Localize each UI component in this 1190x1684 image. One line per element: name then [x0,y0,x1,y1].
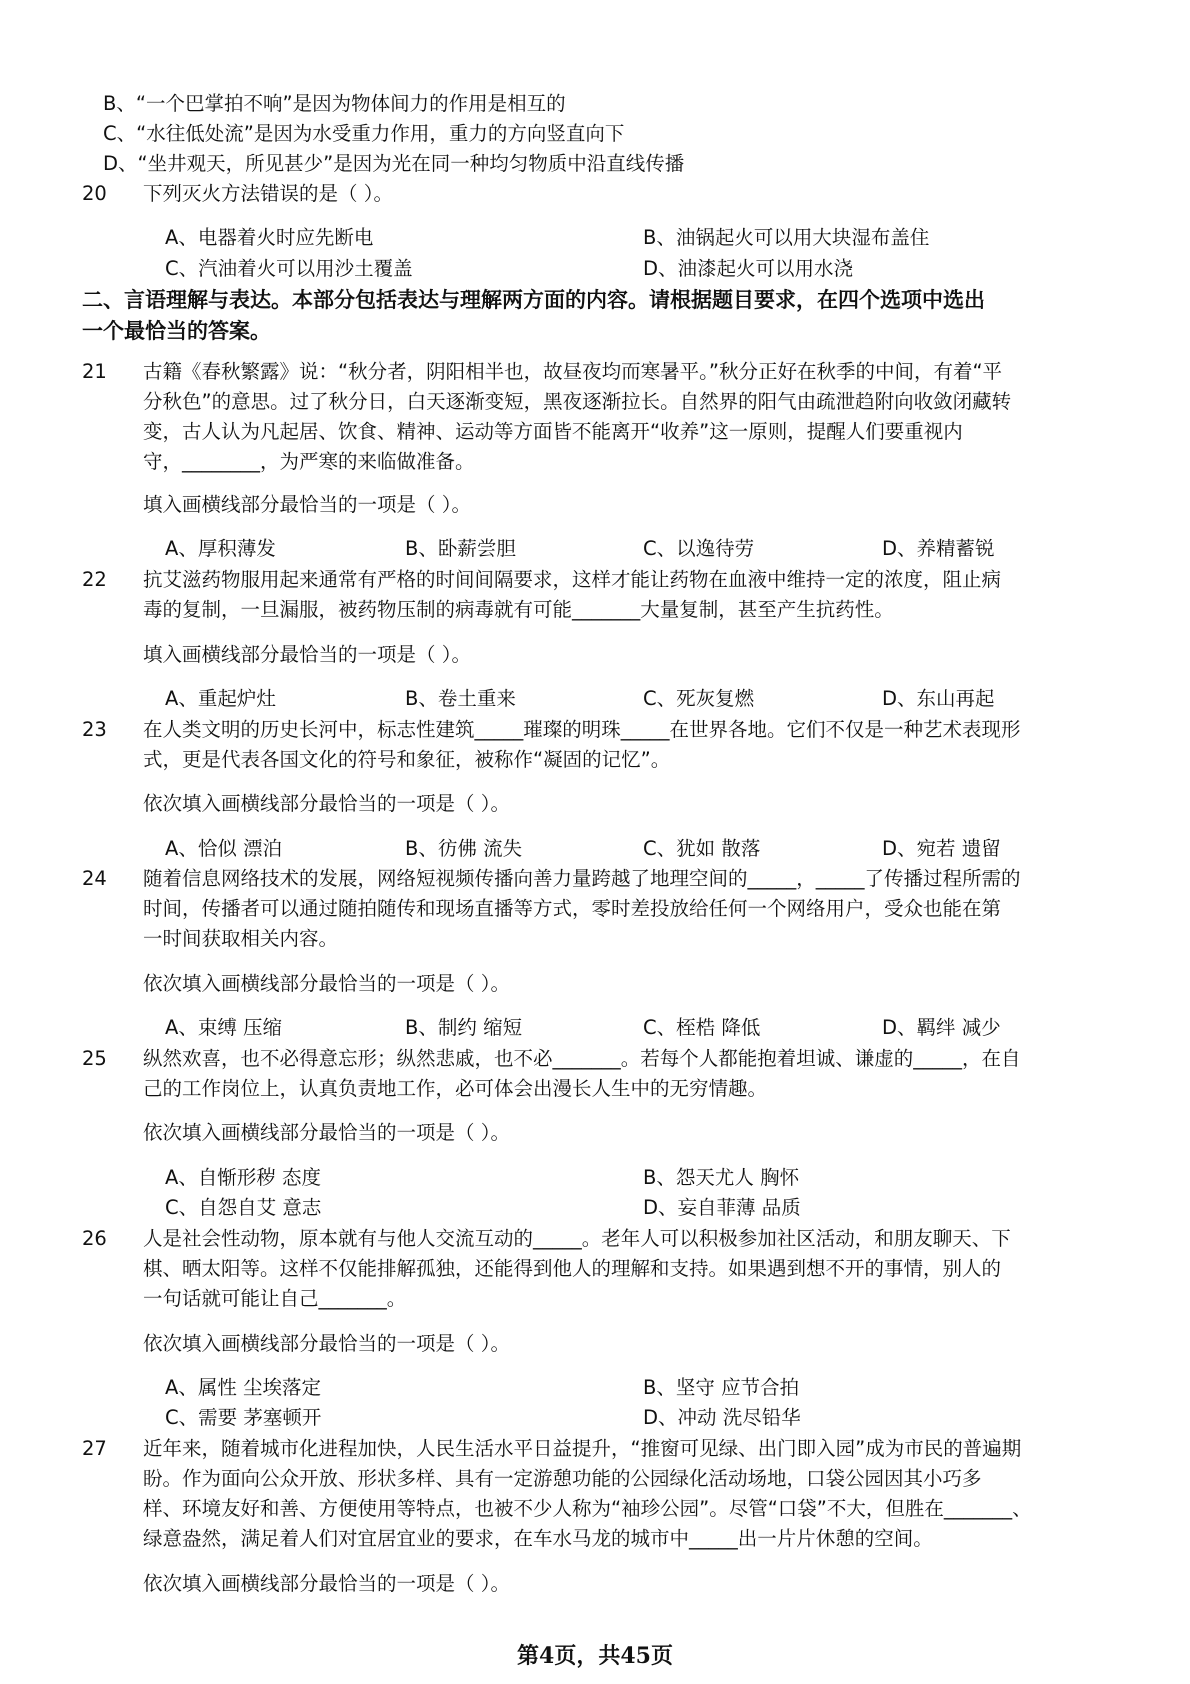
option-d: D、妄自菲薄 品质 [643,1196,801,1219]
option-c: C、需要 茅塞顿开 [165,1406,322,1429]
question-prompt: 依次填入画横线部分最恰当的一项是（ ）。 [143,972,510,995]
option-d: D、羁绊 减少 [882,1016,1001,1039]
question-number: 25 [82,1047,107,1070]
question-text: 样、环境友好和善、方便使用等特点，也被不少人称为“袖珍公园”。尽管“口袋”不大，但胜在_______、 [143,1497,1032,1520]
question-text: 盼。作为面向公众开放、形状多样、具有一定游憩功能的公园绿化活动场地，口袋公园因其小巧多 [143,1467,982,1490]
question-text: 绿意盎然，满足着人们对宜居宜业的要求，在车水马龙的城市中_____出一片片休憩的空间。 [143,1527,933,1550]
question-number: 23 [82,718,107,741]
section-heading: 一个最恰当的答案。 [82,319,271,343]
option-c: C、自怨自艾 意志 [165,1196,322,1219]
question-text: 守，________，为严寒的来临做准备。 [143,450,475,473]
option-b: B、卷土重来 [405,687,516,710]
question-text: 棋、晒太阳等。这样不仅能排解孤独，还能得到他人的理解和支持。如果遇到想不开的事情，别人的 [143,1257,1002,1280]
question-prompt: 依次填入画横线部分最恰当的一项是（ ）。 [143,1332,510,1355]
question-text: 纵然欢喜，也不必得意忘形；纵然悲戚，也不必_______。若每个人都能抱着坦诚、谦虚的_____，在自 [143,1047,1021,1070]
question-prompt: 依次填入画横线部分最恰当的一项是（ ）。 [143,1121,510,1144]
question-text: 时间，传播者可以通过随拍随传和现场直播等方式，零时差投放给任何一个网络用户，受众也能在第 [143,897,1002,920]
question-number: 27 [82,1437,107,1460]
question-text: 己的工作岗位上，认真负责地工作，必可体会出漫长人生中的无穷情趣。 [143,1077,768,1100]
question-prompt: 填入画横线部分最恰当的一项是（ ）。 [143,493,471,516]
option-a: A、厚积薄发 [165,537,276,560]
option-a: A、束缚 压缩 [165,1016,283,1039]
question-text: 变，古人认为凡起居、饮食、精神、运动等方面皆不能离开“收养”这一原则，提醒人们要重视内 [143,420,963,443]
question-number: 22 [82,568,107,591]
option-a: A、自惭形秽 态度 [165,1166,322,1189]
option-d: D、宛若 遗留 [882,837,1001,860]
option-b: B、怨天尤人 胸怀 [643,1166,800,1189]
question-text: 古籍《春秋繁露》说：“秋分者，阴阳相半也，故昼夜均而寒暑平。”秋分正好在秋季的中间，有着“平 [143,360,1003,383]
option-b: B、油锅起火可以用大块湿布盖住 [643,226,930,249]
option-a: A、电器着火时应先断电 [165,226,374,249]
option-d: D、东山再起 [882,687,995,710]
question-text: 在人类文明的历史长河中，标志性建筑_____璀璨的明珠_____在世界各地。它们不仅是一种艺术表现形 [143,718,1021,741]
question-prompt: 依次填入画横线部分最恰当的一项是（ ）。 [143,792,510,815]
option-c: C、死灰复燃 [643,687,755,710]
question-text: 随着信息网络技术的发展，网络短视频传播向善力量跨越了地理空间的_____，_____了传播过程所需的 [143,867,1021,890]
question-text: 毒的复制，一旦漏服，被药物压制的病毒就有可能_______大量复制，甚至产生抗药性。 [143,598,894,621]
option-d: D、油漆起火可以用水浇 [643,257,854,280]
option-d: D、“坐井观天，所见甚少”是因为光在同一种均匀物质中沿直线传播 [103,152,685,175]
option-b: B、制约 缩短 [405,1016,523,1039]
question-number: 26 [82,1227,107,1250]
option-c: C、犹如 散落 [643,837,761,860]
question-prompt: 依次填入画横线部分最恰当的一项是（ ）。 [143,1572,510,1595]
option-c: C、桎梏 降低 [643,1016,761,1039]
question-text: 一句话就可能让自己_______。 [143,1287,407,1310]
section-heading: 二、言语理解与表达。本部分包括表达与理解两方面的内容。请根据题目要求，在四个选项中选出 [82,288,985,312]
option-a: A、属性 尘埃落定 [165,1376,322,1399]
option-c: C、“水往低处流”是因为水受重力作用，重力的方向竖直向下 [103,122,625,145]
option-b: B、彷佛 流失 [405,837,523,860]
question-text: 式，更是代表各国文化的符号和象征，被称作“凝固的记忆”。 [143,748,671,771]
option-d: D、养精蓄锐 [882,537,995,560]
option-b: B、卧薪尝胆 [405,537,516,560]
page-footer: 第4页，共45页 [517,1643,673,1669]
option-a: A、重起炉灶 [165,687,276,710]
option-d: D、冲动 洗尽铅华 [643,1406,801,1429]
question-number: 24 [82,867,107,890]
question-text: 分秋色”的意思。过了秋分日，白天逐渐变短，黑夜逐渐拉长。自然界的阳气由疏泄趋附向收敛闭藏转 [143,390,1012,413]
question-prompt: 填入画横线部分最恰当的一项是（ ）。 [143,643,471,666]
option-b: B、“一个巴掌拍不响”是因为物体间力的作用是相互的 [103,92,566,115]
question-stem: 下列灭火方法错误的是（ ）。 [143,182,393,205]
option-c: C、汽油着火可以用沙土覆盖 [165,257,413,280]
question-number: 20 [82,182,107,205]
question-text: 人是社会性动物，原本就有与他人交流互动的_____。老年人可以积极参加社区活动，和朋友聊天、下 [143,1227,1011,1250]
option-c: C、以逸待劳 [643,537,755,560]
question-number: 21 [82,360,107,383]
question-text: 一时间获取相关内容。 [143,927,339,950]
question-text: 抗艾滋药物服用起来通常有严格的时间间隔要求，这样才能让药物在血液中维持一定的浓度，阻止病 [143,568,1002,591]
option-b: B、坚守 应节合拍 [643,1376,800,1399]
option-a: A、恰似 漂泊 [165,837,283,860]
question-text: 近年来，随着城市化进程加快，人民生活水平日益提升，“推窗可见绿、出门即入园”成为市民的普遍期 [143,1437,1022,1460]
